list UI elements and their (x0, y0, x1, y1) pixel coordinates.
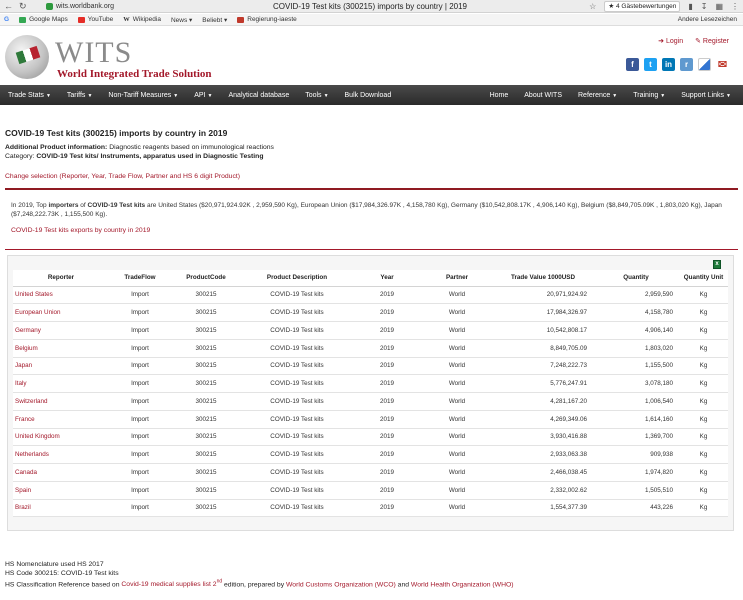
header-year[interactable]: Year (353, 270, 421, 286)
reporter-link[interactable]: Italy (15, 380, 27, 388)
cell-trade-value: 10,542,808.17 (493, 322, 593, 340)
wikipedia-icon: W (123, 16, 130, 23)
table-row (13, 428, 728, 446)
page-title: COVID-19 Test kits (300215) imports by country in 2019 (5, 128, 228, 138)
cell-quantity-unit: Kg (679, 322, 728, 340)
cell-partner: World (421, 393, 493, 411)
youtube-icon (78, 17, 85, 23)
cell-partner: World (421, 375, 493, 393)
cell-year: 2019 (353, 464, 421, 482)
cell-reporter (13, 339, 109, 357)
menu-icon[interactable]: ⋮ (731, 2, 739, 11)
nav-left (0, 85, 399, 105)
nav-label: Non-Tariff Measures (108, 91, 172, 99)
cell-productcode: 300215 (171, 357, 241, 375)
nav-training[interactable] (625, 92, 673, 99)
reporter-link[interactable]: Spain (15, 486, 32, 494)
cell-quantity: 909,938 (593, 446, 679, 464)
cell-reporter (13, 375, 109, 393)
cell-reporter (13, 446, 109, 464)
cell-reporter (13, 286, 109, 304)
main-content (5, 105, 738, 531)
header-productcode[interactable]: ProductCode (171, 270, 241, 286)
reporter-link[interactable]: United Kingdom (15, 433, 60, 441)
table-toolbar (13, 258, 728, 270)
nav-label: Tariffs (66, 91, 86, 99)
cell-partner: World (421, 322, 493, 340)
cell-quantity: 1,155,500 (593, 357, 679, 375)
cell-partner: World (421, 446, 493, 464)
email-icon[interactable]: ✉ (717, 59, 728, 71)
cell-productcode: 300215 (171, 464, 241, 482)
cell-tradeflow: Import (109, 410, 171, 428)
cell-quantity: 1,505,510 (593, 481, 679, 499)
logo-flag-strip (16, 46, 41, 64)
cell-tradeflow: Import (109, 357, 171, 375)
cell-product-description: COVID-19 Test kits (241, 322, 353, 340)
summary-importers: importers (48, 202, 79, 209)
cell-quantity: 2,959,590 (593, 286, 679, 304)
reporter-link[interactable]: Switzerland (15, 397, 48, 405)
cell-trade-value: 1,554,377.39 (493, 499, 593, 517)
cell-quantity-unit: Kg (679, 499, 728, 517)
cell-trade-value: 5,776,247.91 (493, 375, 593, 393)
header-trade-value[interactable]: Trade Value 1000USD (493, 270, 593, 286)
cell-product-description: COVID-19 Test kits (241, 499, 353, 517)
caret-down-icon: ▼ (612, 92, 618, 99)
hs-nomenclature: HS Nomenclature used HS 2017 (5, 561, 104, 568)
bookmark-beliebt[interactable] (202, 16, 227, 24)
nav-about-wits[interactable] (516, 92, 570, 99)
cell-partner: World (421, 339, 493, 357)
cell-quantity-unit: Kg (679, 339, 728, 357)
cell-year: 2019 (353, 446, 421, 464)
browser-tools (589, 1, 739, 12)
linkedin-icon[interactable]: in (662, 58, 675, 71)
nav-label: Training (633, 91, 659, 99)
cell-trade-value: 17,984,326.97 (493, 304, 593, 322)
classification-mid: edition, prepared by (222, 581, 286, 589)
header-quantity-unit[interactable]: Quantity Unit (679, 270, 728, 286)
table-row (13, 375, 728, 393)
caret-down-icon: ▼ (87, 92, 93, 99)
bookmarks-bar (0, 14, 743, 26)
browser-address-bar (0, 0, 743, 13)
cell-product-description: COVID-19 Test kits (241, 428, 353, 446)
header-tradeflow[interactable]: TradeFlow (109, 270, 171, 286)
cell-partner: World (421, 481, 493, 499)
reporter-link[interactable]: Belgium (15, 344, 38, 352)
classification-and: and (395, 581, 411, 589)
bookmark-wikipedia[interactable] (123, 16, 161, 23)
who-link[interactable]: World Health Organization (WHO) (410, 581, 514, 589)
caret-down-icon: ▼ (726, 92, 731, 99)
caret-down-icon: ▼ (173, 92, 179, 99)
cell-partner: World (421, 464, 493, 482)
table-row (13, 464, 728, 482)
cell-product-description: COVID-19 Test kits (241, 357, 353, 375)
cell-product-description: COVID-19 Test kits (241, 304, 353, 322)
cell-tradeflow: Import (109, 339, 171, 357)
bookmark-label: YouTube (87, 16, 114, 23)
other-bookmarks[interactable]: Andere Lesezeichen (677, 16, 737, 23)
classification-link-text: Covid-19 medical supplies list 2 (121, 581, 217, 589)
cell-quantity-unit: Kg (679, 357, 728, 375)
section-divider (5, 188, 738, 190)
bookmark-regierung[interactable] (237, 16, 297, 23)
cell-partner: World (421, 499, 493, 517)
product-info (5, 143, 738, 161)
cell-partner: World (421, 357, 493, 375)
additional-info-value: Diagnostic reagents based on immunological reactions (109, 144, 274, 151)
cell-year: 2019 (353, 481, 421, 499)
cell-quantity-unit: Kg (679, 375, 728, 393)
header-quantity[interactable]: Quantity (593, 270, 679, 286)
table-body (13, 286, 728, 517)
nav-tariffs[interactable] (59, 92, 101, 99)
table-row (13, 410, 728, 428)
change-selection-link[interactable]: Change selection (Reporter, Year, Trade Flow, Partner and HS 6 digit Product) (5, 173, 241, 180)
nav-non-tariff-measures[interactable] (100, 92, 186, 99)
cell-product-description: COVID-19 Test kits (241, 375, 353, 393)
table-header-row (13, 270, 728, 286)
cell-product-description: COVID-19 Test kits (241, 464, 353, 482)
cell-year: 2019 (353, 339, 421, 357)
cell-partner: World (421, 428, 493, 446)
cell-productcode: 300215 (171, 286, 241, 304)
cell-quantity: 3,078,180 (593, 375, 679, 393)
reload-icon[interactable]: ↻ (19, 0, 27, 11)
bookmark-news[interactable] (171, 16, 192, 24)
wco-link[interactable]: World Customs Organization (WCO) (286, 581, 396, 589)
cell-reporter (13, 464, 109, 482)
download-icon[interactable]: ↧ (700, 2, 708, 11)
summary-text (5, 201, 738, 219)
table-row (13, 481, 728, 499)
cell-trade-value: 7,248,222.73 (493, 357, 593, 375)
cell-partner: World (421, 304, 493, 322)
data-table-container (7, 255, 734, 531)
section-divider-thin (5, 249, 738, 250)
star-icon[interactable]: ☆ (589, 2, 597, 11)
header-reporter[interactable]: Reporter (13, 270, 109, 286)
table-row (13, 393, 728, 411)
cell-tradeflow: Import (109, 481, 171, 499)
reviews-badge[interactable]: ★ 4 Gästebewertungen (604, 1, 680, 12)
cell-product-description: COVID-19 Test kits (241, 339, 353, 357)
lock-icon (46, 3, 53, 10)
nav-tools[interactable] (297, 92, 336, 99)
cell-productcode: 300215 (171, 322, 241, 340)
cell-product-description: COVID-19 Test kits (241, 481, 353, 499)
cell-tradeflow: Import (109, 446, 171, 464)
nav-trade-stats[interactable] (0, 92, 59, 99)
cell-trade-value: 3,930,416.88 (493, 428, 593, 446)
bookmark-label: News ▾ (170, 16, 193, 24)
nav-label: Home (489, 91, 509, 99)
cell-trade-value: 4,281,167.20 (493, 393, 593, 411)
classification-sup: nd (216, 579, 223, 586)
cell-product-description: COVID-19 Test kits (241, 286, 353, 304)
nav-support-links[interactable] (673, 92, 739, 99)
back-arrow-icon[interactable]: ← (4, 0, 13, 11)
cell-quantity: 1,614,160 (593, 410, 679, 428)
nav-label: Trade Stats (8, 91, 44, 99)
login-link[interactable] (658, 37, 683, 45)
cell-tradeflow: Import (109, 464, 171, 482)
cell-quantity-unit: Kg (679, 286, 728, 304)
url-field[interactable] (46, 1, 114, 11)
summary-pre: In 2019, Top (11, 202, 49, 209)
cell-tradeflow: Import (109, 499, 171, 517)
bookmark-label: Google Maps (29, 16, 68, 23)
wits-globe-logo-icon[interactable] (5, 35, 49, 79)
summary-product: COVID-19 Test kits (87, 202, 146, 209)
maps-icon (19, 17, 26, 23)
reporter-link[interactable]: Netherlands (15, 451, 49, 459)
header-partner[interactable]: Partner (421, 270, 493, 286)
cell-quantity: 1,369,700 (593, 428, 679, 446)
nav-label: Bulk Download (344, 91, 392, 99)
nav-right (482, 85, 743, 105)
cell-trade-value: 20,971,924.92 (493, 286, 593, 304)
cell-trade-value: 8,849,705.09 (493, 339, 593, 357)
change-selection-row (5, 173, 738, 180)
cell-quantity: 1,006,540 (593, 393, 679, 411)
reporter-link[interactable]: Japan (15, 362, 33, 370)
delicious-icon[interactable] (698, 58, 711, 71)
cell-trade-value: 2,933,063.38 (493, 446, 593, 464)
bookmark-label: Regierung-iaeste (247, 16, 297, 23)
cell-productcode: 300215 (171, 446, 241, 464)
reporter-link[interactable]: United States (15, 291, 53, 299)
cell-year: 2019 (353, 375, 421, 393)
cell-product-description: COVID-19 Test kits (241, 410, 353, 428)
cell-quantity: 4,158,780 (593, 304, 679, 322)
category-info (5, 152, 738, 161)
caret-down-icon: ▼ (207, 92, 213, 99)
bookmark-google-maps[interactable] (19, 16, 68, 23)
bookmark-icon[interactable]: ▮ (688, 2, 693, 11)
cell-productcode: 300215 (171, 304, 241, 322)
cell-tradeflow: Import (109, 304, 171, 322)
page-footer (5, 561, 514, 590)
bookmark-label: Wikipedia (132, 16, 161, 23)
cell-year: 2019 (353, 393, 421, 411)
category-label: Category: (5, 153, 35, 160)
cell-year: 2019 (353, 286, 421, 304)
cell-trade-value: 2,466,038.45 (493, 464, 593, 482)
cell-quantity: 1,974,820 (593, 464, 679, 482)
wits-logo-text[interactable]: WITS (55, 36, 133, 69)
edit-icon: ✎ (695, 38, 701, 45)
cell-trade-value: 4,269,349.06 (493, 410, 593, 428)
reporter-link[interactable]: European Union (15, 309, 61, 317)
cell-productcode: 300215 (171, 499, 241, 517)
imports-table (13, 270, 728, 517)
cell-quantity-unit: Kg (679, 304, 728, 322)
table-footer-space (13, 517, 728, 527)
cell-partner: World (421, 286, 493, 304)
cell-year: 2019 (353, 428, 421, 446)
cell-reporter (13, 499, 109, 517)
wits-logo-tagline: World Integrated Trade Solution (57, 68, 212, 80)
cell-year: 2019 (353, 322, 421, 340)
google-icon: G (4, 16, 10, 23)
bookmark-label: Beliebt ▾ (202, 16, 228, 24)
nav-home[interactable] (482, 92, 517, 99)
cell-productcode: 300215 (171, 481, 241, 499)
caret-down-icon: ▼ (45, 92, 51, 99)
facebook-icon[interactable]: f (626, 58, 639, 71)
table-row (13, 286, 728, 304)
cell-trade-value: 2,332,002.62 (493, 481, 593, 499)
header-product-description[interactable]: Product Description (241, 270, 353, 286)
bookmark-youtube[interactable] (78, 16, 114, 23)
cell-productcode: 300215 (171, 393, 241, 411)
table-row (13, 304, 728, 322)
reporter-link[interactable]: France (15, 415, 35, 423)
cell-product-description: COVID-19 Test kits (241, 446, 353, 464)
cell-product-description: COVID-19 Test kits (241, 393, 353, 411)
cell-quantity-unit: Kg (679, 393, 728, 411)
exports-by-country-link[interactable]: COVID-19 Test kits exports by country in 2019 (11, 227, 151, 234)
extension-icon[interactable]: ▦ (715, 2, 723, 11)
nav-label: About WITS (524, 91, 562, 99)
caret-down-icon: ▼ (660, 92, 666, 99)
site-header (0, 27, 743, 85)
table-row (13, 339, 728, 357)
cell-tradeflow: Import (109, 428, 171, 446)
cell-quantity-unit: Kg (679, 446, 728, 464)
register-label: Register (702, 38, 729, 45)
cell-productcode: 300215 (171, 339, 241, 357)
register-link[interactable] (695, 37, 729, 45)
cell-reporter (13, 357, 109, 375)
nav-label: Analytical database (228, 91, 290, 99)
tab-title: COVID-19 Test kits (300215) imports by country | 2019 (272, 2, 467, 11)
exports-link-row (5, 227, 738, 234)
cell-tradeflow: Import (109, 286, 171, 304)
reporter-link[interactable]: Germany (15, 326, 41, 334)
nav-label: Tools (305, 91, 322, 99)
additional-info-label: Additional Product information: (5, 144, 108, 151)
table-row (13, 357, 728, 375)
table-row (13, 322, 728, 340)
nav-label: Support Links (681, 91, 725, 99)
favicon-icon (237, 17, 244, 23)
cell-quantity-unit: Kg (679, 428, 728, 446)
reporter-link[interactable]: Canada (15, 468, 38, 476)
cell-quantity-unit: Kg (679, 464, 728, 482)
cell-quantity-unit: Kg (679, 410, 728, 428)
excel-export-icon[interactable]: x (713, 260, 721, 269)
nav-bulk-download[interactable] (337, 92, 400, 99)
nav-label: Reference (578, 91, 611, 99)
hs-classification (5, 578, 514, 590)
nav-analytical-database[interactable] (221, 92, 298, 99)
caret-down-icon: ▼ (323, 92, 329, 99)
cell-reporter (13, 393, 109, 411)
login-icon: ➜ (658, 38, 664, 45)
cell-reporter (13, 410, 109, 428)
cell-reporter (13, 428, 109, 446)
cell-year: 2019 (353, 499, 421, 517)
bookmark-apps[interactable] (4, 16, 9, 23)
cell-quantity: 443,226 (593, 499, 679, 517)
url-text[interactable]: wits.worldbank.org (56, 2, 114, 10)
nav-api[interactable] (186, 92, 220, 99)
summary-of: of (78, 202, 88, 209)
cell-productcode: 300215 (171, 375, 241, 393)
browser-nav (0, 1, 30, 12)
reporter-link[interactable]: Brazil (15, 504, 31, 512)
table-row (13, 446, 728, 464)
cell-year: 2019 (353, 357, 421, 375)
cell-quantity: 4,906,140 (593, 322, 679, 340)
auth-links (658, 37, 729, 45)
nav-reference[interactable] (570, 92, 625, 99)
cell-tradeflow: Import (109, 393, 171, 411)
hs-code: HS Code 300215: COVID-19 Test kits (5, 569, 119, 577)
nav-label: API (194, 91, 206, 99)
additional-info (5, 143, 738, 152)
classification-pre: HS Classification Reference based on (5, 581, 122, 589)
cell-reporter (13, 322, 109, 340)
login-label: Login (665, 38, 684, 45)
cell-year: 2019 (353, 304, 421, 322)
cell-partner: World (421, 410, 493, 428)
cell-productcode: 300215 (171, 428, 241, 446)
cell-tradeflow: Import (109, 375, 171, 393)
cell-productcode: 300215 (171, 410, 241, 428)
covid-supplies-link[interactable] (121, 581, 222, 588)
social-share-bar (626, 58, 729, 71)
cell-quantity: 1,803,020 (593, 339, 679, 357)
cell-year: 2019 (353, 410, 421, 428)
twitter-icon[interactable]: t (644, 58, 657, 71)
category-value: COVID-19 Test kits/ Instruments, apparatus used in Diagnostic Testing (36, 153, 264, 160)
table-row (13, 499, 728, 517)
cell-reporter (13, 304, 109, 322)
cell-tradeflow: Import (109, 322, 171, 340)
summary-post: are United States ($20,971,924.92K , 2,959,590 Kg), European Union ($17,984,326.97K , 4,158,780 Kg), Germany ($10,542,808.17K , 4,906,140 Kg), Belgium ($8,849,705.09K , 1,803,020 Kg), Japan ($7,248,222.73K , 1,155,500 Kg). (11, 202, 722, 218)
cell-quantity-unit: Kg (679, 481, 728, 499)
reddit-icon[interactable]: r (680, 58, 693, 71)
main-nav (0, 85, 743, 105)
cell-reporter (13, 481, 109, 499)
